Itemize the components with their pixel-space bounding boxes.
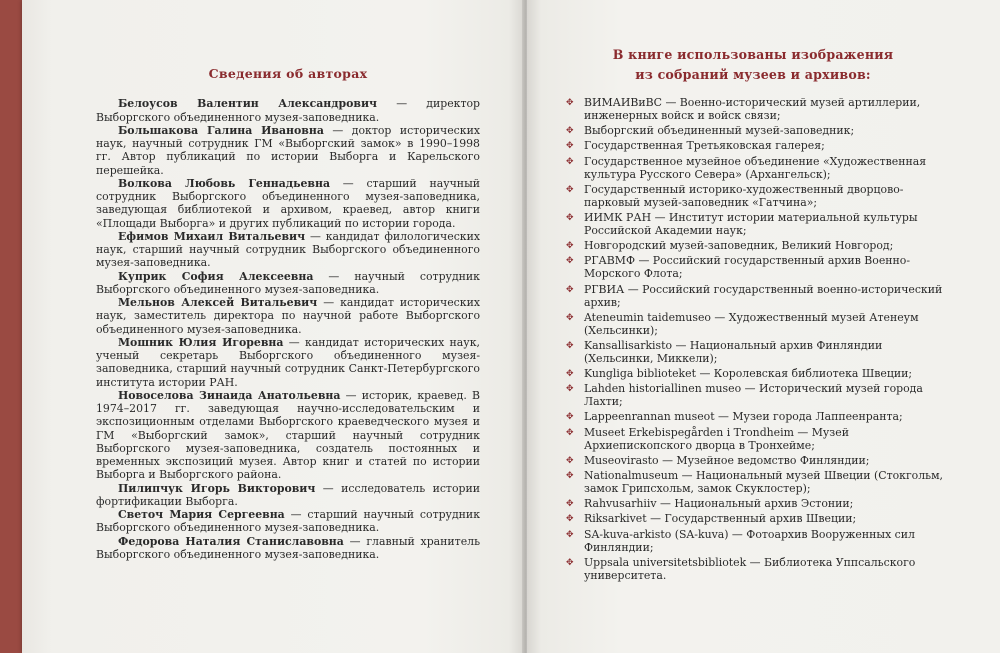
ornament-bullet-icon: ✥ [566,514,574,525]
source-item [566,283,951,309]
source-item [566,254,951,280]
author-name: Мельнов Алексей Витальевич [118,296,318,309]
source-item [566,239,951,252]
source-text: Kansallisarkisto — Национальный архив Финляндии (Хельсинки, Миккели); [584,338,883,365]
source-text: SA-kuva-arkisto (SA-kuva) — Фотоархив Вооруженных сил Финляндии; [584,527,915,554]
author-entry [96,97,480,124]
source-text: РГАВМФ — Российский государственный архив Военно-Морского Флота; [584,254,911,281]
source-text: РГВИА — Российский государственный военно-исторический архив; [584,282,943,309]
author-description: — историк, краевед. В 1974–2017 гг. заведующая научно-исследовательским и экспозиционным отделами Выборгского краеведческого музея и ГМ «Выборгский замок», старший научный сотрудник Выборгского музея-заповедника, создатель постоянных и временных экспозиций музея. Автор книг и статей по истории Выборга и Выборгского района. [96,388,480,482]
author-name: Ефимов Михаил Витальевич [118,229,306,243]
author-entry [96,270,480,297]
source-item [566,311,951,337]
ornament-bullet-icon: ✥ [566,455,574,466]
author-name: Федорова Наталия Станиславовна [118,534,344,548]
author-name: Светоч Мария Сергеевна [118,508,285,521]
author-entry [96,296,480,336]
source-item [566,426,951,452]
author-entry [96,508,480,535]
ornament-bullet-icon: ✥ [566,126,574,137]
author-entry [96,336,480,389]
ornament-bullet-icon: ✥ [566,529,574,540]
source-item [566,556,951,582]
author-name: Белоусов Валентин Александрович [118,97,378,111]
source-item [566,124,951,137]
source-text: ВИМАИВиВС — Военно-исторический музей артиллерии, инженерных войск и войск связи; [584,96,921,122]
author-entry [96,389,480,482]
sources-title [568,45,938,85]
author-name: Волкова Любовь Геннадьевна [118,176,331,190]
author-entry [96,230,480,270]
authors-title: Сведения об авторах [208,66,368,81]
author-name: Большакова Галина Ивановна [118,123,324,137]
source-text: ИИМК РАН — Институт истории материальной культуры Российской Академии наук; [584,210,918,237]
ornament-bullet-icon: ✥ [566,384,574,395]
author-entry [96,535,480,562]
source-item [566,382,951,408]
source-item [566,497,951,510]
ornament-bullet-icon: ✥ [566,499,574,510]
author-description: — старший научный сотрудник Выборгского объединенного музея-заповедника, заведующая библиотекой и архивом, краевед, автор книги «Площади Выборга» и других публикаций по истории города. [96,176,480,230]
ornament-bullet-icon: ✥ [566,427,574,438]
source-text: Nationalmuseum — Национальный музей Швеции (Стокгольм, замок Грипсхольм, замок Скуклостер); [584,469,943,495]
ornament-bullet-icon: ✥ [566,412,574,423]
source-text: Uppsala universitetsbibliotek — Библиотека Уппсальского университета. [584,555,916,582]
author-description: — директор Выборгского объединенного музея-заповедника. [96,97,480,124]
source-text: Lahden historiallinen museo — Исторический музей города Лахти; [584,382,923,409]
sources-title-line1: В книге использованы изображения [612,47,894,62]
ornament-bullet-icon: ✥ [566,256,574,267]
source-text: Новгородский музей-заповедник, Великий Новгород; [584,239,894,253]
source-text: Государственное музейное объединение «Художественная культура Русского Севера» (Архангельск); [584,154,927,181]
source-text: Государственная Третьяковская галерея; [584,139,825,153]
ornament-bullet-icon: ✥ [566,369,574,380]
author-entry [96,124,480,177]
ornament-bullet-icon: ✥ [566,156,574,167]
authors-section [96,67,480,561]
source-text: Museovirasto — Музейное ведомство Финляндии; [584,453,870,467]
ornament-bullet-icon: ✥ [566,340,574,351]
authors-list [96,97,480,561]
source-text: Государственный историко-художественный дворцово-парковый музей-заповедник «Гатчина»; [584,182,904,209]
author-description: — кандидат исторических наук, заместитель директора по научной работе Выборгского объединенного музея-заповедника. [96,296,480,336]
ornament-bullet-icon: ✥ [566,141,574,152]
author-description: — доктор исторических наук, научный сотрудник ГМ «Выборгский замок» в 1990–1998 гг. Автор публикаций по истории Выборга и Карельского перешейка. [96,123,480,177]
source-text: Выборгский объединенный музей-заповедник; [584,124,855,138]
source-item [566,528,951,554]
sources-title-line2: из собраний музеев и архивов: [635,67,871,82]
ornament-bullet-icon: ✥ [566,312,574,323]
source-item [566,139,951,152]
author-name: Новоселова Зинаида Анатольевна [118,388,341,402]
source-text: Museet Erkebispegården i Trondheim — Музей Архиепископского дворца в Тронхейме; [584,425,849,452]
ornament-bullet-icon: ✥ [566,557,574,568]
author-description: — главный хранитель Выборгского объединенного музея-заповедника. [96,534,481,561]
ornament-bullet-icon: ✥ [566,241,574,252]
ornament-bullet-icon: ✥ [566,98,574,108]
ornament-bullet-icon: ✥ [566,471,574,481]
source-item [566,155,951,181]
author-entry [96,482,480,509]
author-description: — исследователь истории фортификации Выборга. [96,481,480,508]
source-text: Ateneumin taidemuseo — Художественный музей Атенеум (Хельсинки); [584,310,919,337]
source-text: Lappeenrannan museot — Музеи города Лаппеенранта; [584,410,903,424]
author-description: — кандидат филологических наук, старший научный сотрудник Выборгского объединенного музея-заповедника. [96,229,480,270]
source-text: Rahvusarhiiv — Национальный архив Эстонии; [584,497,854,511]
author-name: Пилипчук Игорь Викторович [118,481,316,495]
source-item [566,183,951,209]
source-item [566,410,951,423]
author-name: Мошник Юлия Игоревна [118,335,284,349]
source-item [566,211,951,237]
ornament-bullet-icon: ✥ [566,284,574,295]
author-description: — кандидат исторических наук, ученый секретарь Выборгского объединенного музея-заповедника, старший научный сотрудник Санкт-Петербургского института истории РАН. [96,335,480,389]
author-description: — научный сотрудник Выборгского объединенного музея-заповедника. [96,269,480,296]
ornament-bullet-icon: ✥ [566,184,574,195]
source-item [566,339,951,365]
source-text: Riksarkivet — Государственный архив Швеции; [584,512,857,526]
source-item [566,512,951,525]
author-description: — старший научный сотрудник Выборгского объединенного музея-заповедника. [96,508,480,535]
source-item [566,469,951,495]
source-item [566,454,951,467]
ornament-bullet-icon: ✥ [566,212,574,223]
source-text: Kungliga biblioteket — Королевская библиотека Швеции; [584,367,913,381]
sources-list [566,96,951,584]
source-item [566,96,951,122]
author-entry [96,177,480,230]
source-item [566,367,951,380]
author-name: Куприк София Алексеевна [118,269,314,283]
